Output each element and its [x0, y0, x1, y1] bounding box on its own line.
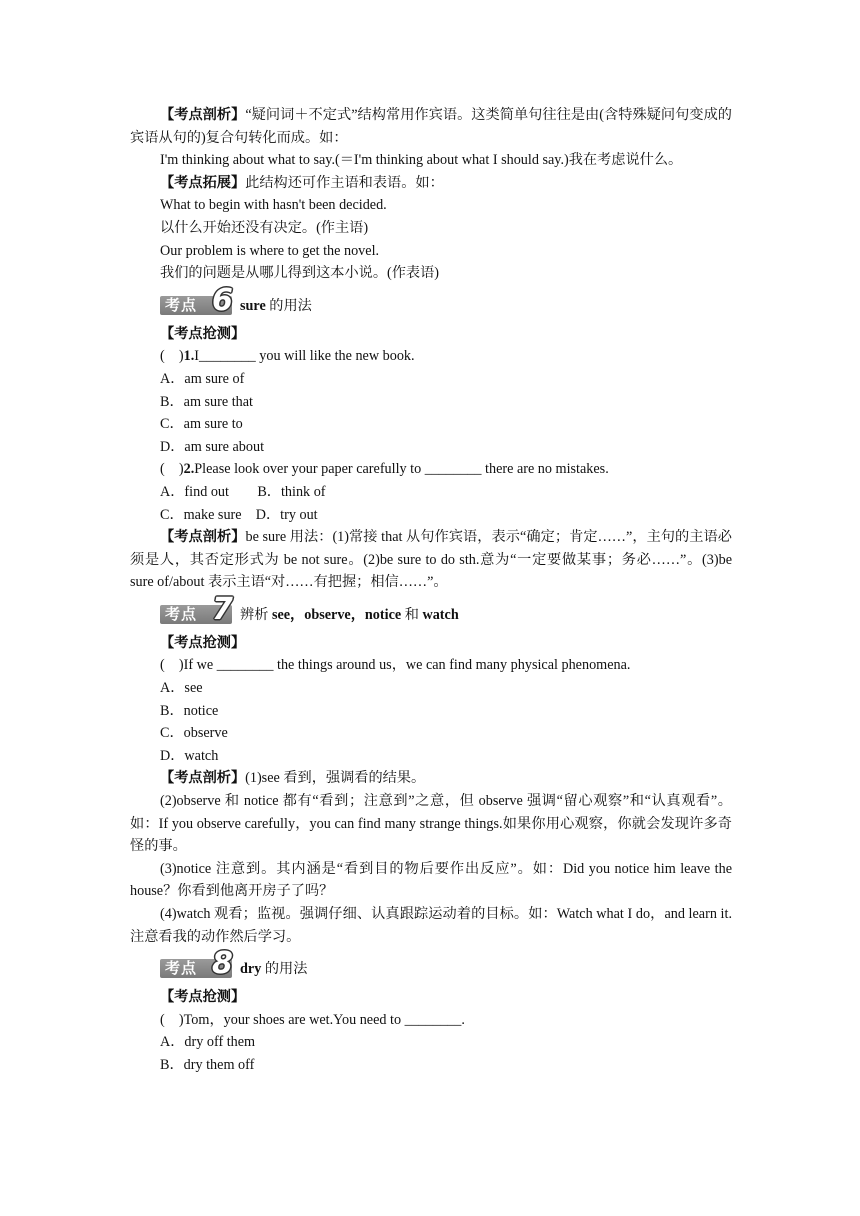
option: A．see — [160, 680, 203, 697]
kaodian-badge — [160, 946, 234, 982]
badge-label: 考点 — [165, 295, 198, 314]
badge-number: 7 — [212, 591, 233, 627]
question: ( )If we ________ the things around us，we can find many physical phenomena. — [160, 657, 631, 674]
document-content — [130, 104, 732, 1077]
analysis-tag: 【考点剖析】 — [160, 529, 246, 546]
option: B．am sure that — [160, 393, 253, 410]
extension-text: 此结构还可作主语和表语。如： — [245, 174, 444, 191]
title-mid: 和 — [401, 606, 423, 623]
intro-extension — [130, 172, 732, 195]
option: C．am sure to — [160, 416, 243, 433]
extension-tag: 【考点拓展】 — [160, 174, 246, 191]
badge-number: 8 — [212, 946, 233, 982]
option-row: C．make sure D．try out — [160, 506, 318, 523]
option: B．notice — [160, 702, 219, 719]
quiz-tag — [130, 632, 732, 655]
quiz-tag — [130, 323, 732, 346]
analysis-tag: 【考点剖析】 — [160, 770, 246, 787]
analysis-text: be sure 用法：(1)常接 that 从句作宾语，表示“确定；肯定……”，主句的主语必须是人，其否定形式为 be not sure。(2)be sure to do sth.意为“一定要做某事；务必……”。(3)be sure of/about 表示主语“对……有把握；相信……”。 — [130, 529, 732, 591]
question-text: I________ you will like the new book. — [194, 348, 415, 365]
section-title — [240, 295, 312, 317]
section-7-heading — [130, 591, 732, 627]
title-bold: watch — [422, 606, 459, 623]
answer-blank: ( ) — [160, 348, 184, 365]
option: A．am sure of — [160, 370, 245, 387]
option: C．observe — [160, 725, 228, 742]
title-bold: dry — [240, 961, 262, 978]
analysis-paragraph: (2)observe 和 notice 都有“看到；注意到”之意，但 observe 强调“留心观察”和“认真观看”。如：If you observe carefully，you can find many strange things.如果你用心观察，你就会发现许多奇怪的事。 — [130, 793, 732, 855]
option: A．dry off them — [160, 1034, 256, 1051]
section-6-analysis — [130, 526, 732, 594]
question-number: 1. — [183, 348, 195, 365]
title-pre: 辨析 — [240, 606, 272, 623]
title-rest: 的用法 — [265, 297, 312, 314]
section-title — [240, 604, 459, 626]
option: B．dry them off — [160, 1056, 255, 1073]
analysis-text: (1)see 看到，强调看的结果。 — [245, 770, 426, 787]
intro-line: 我们的问题是从哪儿得到这本小说。(作表语) — [160, 265, 440, 282]
badge-label: 考点 — [165, 604, 198, 623]
badge-label: 考点 — [165, 959, 198, 978]
analysis-tag: 【考点剖析】 — [160, 107, 246, 123]
intro-line: 以什么开始还没有决定。(作主语) — [160, 219, 369, 236]
intro-line: Our problem is where to get the novel. — [160, 242, 380, 259]
intro-analysis — [130, 104, 732, 149]
question-text: Please look over your paper carefully to ________ there are no mistakes. — [194, 461, 609, 478]
title-bold: sure — [240, 297, 266, 314]
kaodian-badge — [160, 282, 234, 318]
answer-blank: ( ) — [160, 461, 184, 478]
question-number: 2. — [183, 461, 195, 478]
analysis-text: “疑问词＋不定式”结构常用作宾语。这类简单句往往是由(含特殊疑问句变成的宾语从句的)复合句转化而成。如： — [130, 107, 732, 146]
analysis-paragraph: (3)notice 注意到。其内涵是“看到目的物后要作出反应”。如：Did you notice him leave the house？你看到他离开房子了吗？ — [130, 860, 732, 900]
section-title — [240, 958, 307, 980]
title-bold: see，observe，notice — [271, 606, 402, 623]
option: D．am sure about — [160, 438, 265, 455]
kaodian-badge — [160, 591, 234, 627]
analysis-paragraph: (4)watch 观看；监视。强调仔细、认真跟踪运动着的目标。如：Watch what I do，and learn it.注意看我的动作然后学习。 — [130, 906, 732, 945]
badge-number: 6 — [212, 282, 233, 318]
question-2 — [130, 458, 732, 481]
quiz-tag — [130, 986, 732, 1009]
title-rest: 的用法 — [261, 961, 308, 978]
intro-line: What to begin with hasn't been decided. — [160, 197, 387, 214]
question: ( )Tom，your shoes are wet.You need to ________. — [160, 1011, 465, 1028]
section-7-analysis — [130, 767, 732, 790]
quiz-tag-text: 【考点抢测】 — [160, 325, 246, 342]
quiz-tag-text: 【考点抢测】 — [160, 989, 246, 1006]
option: D．watch — [160, 747, 219, 764]
question-1 — [130, 345, 732, 368]
option-row: A．find out B．think of — [160, 483, 326, 500]
intro-example: I'm thinking about what to say.(＝I'm thinking about what I should say.)我在考虑说什么。 — [160, 152, 683, 169]
section-8-heading — [130, 946, 732, 982]
section-6-heading — [130, 282, 732, 318]
quiz-tag-text: 【考点抢测】 — [160, 634, 246, 651]
